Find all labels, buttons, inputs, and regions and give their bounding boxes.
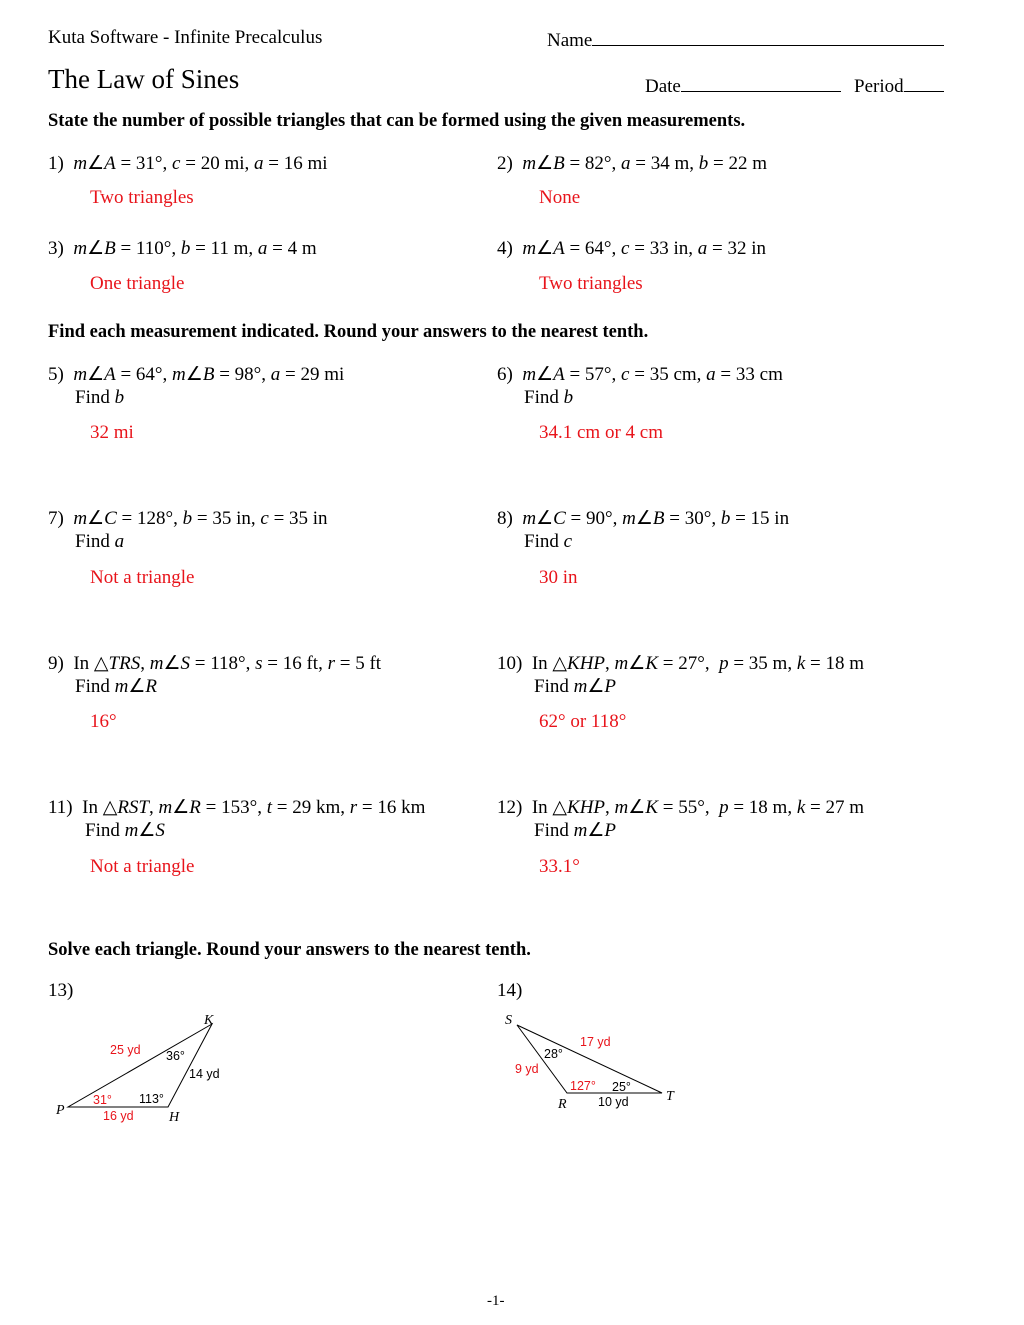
triangle-srt-diagram (495, 1005, 695, 1125)
angle-s-label: 28° (544, 1047, 563, 1061)
answer-2: None (539, 187, 581, 208)
name-label: Name (547, 30, 593, 51)
period-label: Period (854, 76, 904, 97)
problem-5: 5) m∠A = 64°, m∠B = 98°, a = 29 mi Find b (48, 364, 345, 408)
triangle-kph-diagram (40, 1005, 250, 1135)
instruction-1: State the number of possible triangles that can be formed using the given measurements. (48, 111, 746, 131)
problem-12: 12) In △KHP, m∠K = 55°, p = 18 m, k = 27 m Find m∠P (497, 797, 865, 841)
vertex-p-label: P (56, 1103, 65, 1118)
answer-6: 34.1 cm or 4 cm (539, 422, 664, 443)
answer-10: 62° or 118° (539, 711, 627, 732)
angle-t-label: 25° (612, 1080, 631, 1094)
vertex-k-label: K (204, 1013, 214, 1028)
problem-8: 8) m∠C = 90°, m∠B = 30°, b = 15 in Find c (497, 508, 790, 552)
angle-p-label: 31° (93, 1093, 112, 1107)
answer-1: Two triangles (90, 187, 194, 208)
problem-14-number: 14) (497, 980, 523, 1001)
problem-1: 1) m∠A = 31°, c = 20 mi, a = 16 mi (48, 153, 328, 174)
side-pk-label: 25 yd (110, 1043, 141, 1057)
vertex-t-label: T (666, 1089, 674, 1104)
problem-3: 3) m∠B = 110°, b = 11 m, a = 4 m (48, 238, 317, 259)
side-kh-label: 14 yd (189, 1067, 220, 1081)
angle-h-label: 113° (139, 1092, 164, 1106)
angle-r-label: 127° (570, 1079, 596, 1093)
date-field[interactable] (645, 73, 841, 98)
page-title: The Law of Sines (48, 64, 240, 94)
problem-9: 9) In △TRS, m∠S = 118°, s = 16 ft, r = 5 ft Find m∠R (48, 653, 382, 697)
answer-3: One triangle (90, 273, 185, 294)
side-rt-label: 10 yd (598, 1095, 629, 1109)
vertex-h-label: H (169, 1110, 180, 1125)
instruction-3: Solve each triangle. Round your answers to the nearest tenth. (48, 940, 531, 960)
name-field[interactable] (547, 27, 944, 52)
answer-9: 16° (90, 711, 117, 732)
answer-12: 33.1° (539, 856, 580, 877)
problem-6: 6) m∠A = 57°, c = 35 cm, a = 33 cm Find b (497, 364, 783, 408)
problem-7: 7) m∠C = 128°, b = 35 in, c = 35 in Find a (48, 508, 328, 552)
problem-11: 11) In △RST, m∠R = 153°, t = 29 km, r = 16 km Find m∠S (48, 797, 426, 841)
answer-4: Two triangles (539, 273, 643, 294)
problem-13-number: 13) (48, 980, 74, 1001)
answer-8: 30 in (539, 567, 578, 588)
problem-10: 10) In △KHP, m∠K = 27°, p = 35 m, k = 18 m Find m∠P (497, 653, 865, 697)
problem-2: 2) m∠B = 82°, a = 34 m, b = 22 m (497, 153, 768, 174)
page-number: -1- (487, 1293, 505, 1309)
problem-4: 4) m∠A = 64°, c = 33 in, a = 32 in (497, 238, 766, 259)
side-sr-label: 9 yd (515, 1062, 539, 1076)
answer-5: 32 mi (90, 422, 134, 443)
date-blank[interactable] (681, 73, 841, 92)
answer-7: Not a triangle (90, 567, 195, 588)
period-blank[interactable] (904, 73, 944, 92)
name-blank[interactable] (592, 27, 944, 46)
vertex-r-label: R (558, 1097, 567, 1112)
angle-k-label: 36° (166, 1049, 185, 1063)
vertex-s-label: S (505, 1013, 512, 1028)
side-ph-label: 16 yd (103, 1109, 134, 1123)
publisher-label: Kuta Software - Infinite Precalculus (48, 27, 323, 48)
date-label: Date (645, 76, 681, 97)
side-st-label: 17 yd (580, 1035, 611, 1049)
instruction-2: Find each measurement indicated. Round your answers to the nearest tenth. (48, 322, 649, 342)
answer-11: Not a triangle (90, 856, 195, 877)
period-field[interactable] (854, 73, 944, 98)
